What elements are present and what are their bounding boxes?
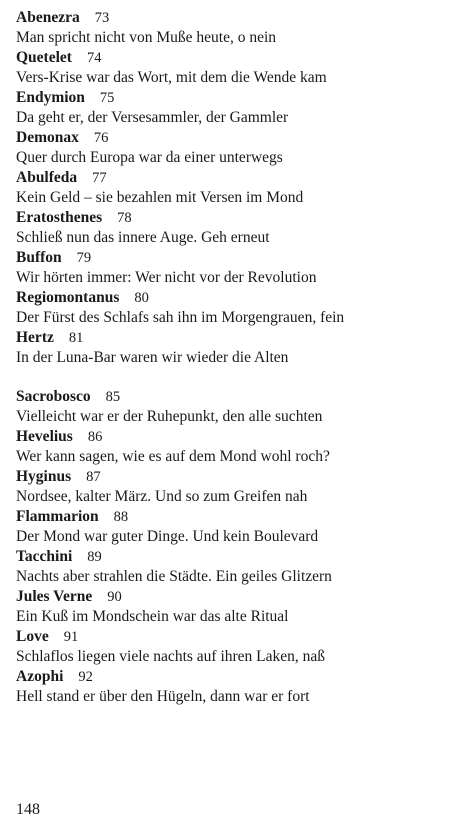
entry-title: Tacchini: [16, 548, 73, 565]
entry-page-number: 88: [113, 509, 129, 525]
entry-title: Love: [16, 628, 49, 645]
entry-first-line: Kein Geld – sie bezahlen mit Versen im Mond: [16, 189, 304, 206]
page-number: 148: [16, 801, 40, 818]
entry-first-line: Schließ nun das innere Auge. Geh erneut: [16, 229, 270, 246]
toc-entry: [16, 8, 456, 48]
entry-page-number: 92: [78, 669, 93, 685]
entry-title: Flammarion: [16, 508, 99, 525]
toc-entry: [16, 248, 456, 288]
toc-entry: [16, 667, 456, 707]
toc-entry: [16, 328, 456, 368]
toc-entry: [16, 288, 456, 328]
entry-first-line: Da geht er, der Versesammler, der Gammler: [16, 109, 289, 126]
toc-entry: [16, 547, 456, 587]
entry-first-line: Der Mond war guter Dinge. Und kein Boulevard: [16, 528, 319, 545]
table-of-contents: [16, 8, 456, 707]
entry-page-number: 91: [63, 629, 79, 645]
entry-page-number: 89: [87, 549, 102, 565]
entry-title: Abenezra: [16, 9, 80, 26]
toc-entry: [16, 427, 456, 467]
entry-first-line: In der Luna-Bar waren wir wieder die Alten: [16, 349, 289, 366]
entry-page-number: 86: [87, 429, 103, 445]
entry-first-line: Ein Kuß im Mondschein war das alte Ritual: [16, 608, 289, 625]
entry-title: Jules Verne: [16, 588, 93, 605]
entry-page-number: 85: [105, 389, 121, 405]
entry-title: Hyginus: [16, 468, 72, 485]
entry-title: Abulfeda: [16, 169, 78, 186]
entry-page-number: 87: [86, 469, 101, 485]
toc-entry: [16, 467, 456, 507]
entry-page-number: 73: [94, 10, 110, 26]
entry-first-line: Der Fürst des Schlafs sah ihn im Morgengrauen, fein: [16, 309, 345, 326]
entry-title: Demonax: [16, 129, 79, 146]
entry-first-line: Nachts aber strahlen die Städte. Ein geiles Glitzern: [16, 568, 332, 585]
entry-page-number: 77: [92, 170, 107, 186]
entry-page-number: 80: [134, 290, 149, 306]
entry-page-number: 74: [86, 50, 102, 66]
toc-entry: [16, 168, 456, 208]
entry-first-line: Quer durch Europa war da einer unterwegs: [16, 149, 283, 166]
toc-entry: [16, 48, 456, 88]
entry-title: Buffon: [16, 249, 62, 266]
toc-entry: [16, 88, 456, 128]
entry-title: Sacrobosco: [16, 388, 91, 405]
entry-first-line: Wer kann sagen, wie es auf dem Mond wohl roch?: [16, 448, 330, 465]
entry-first-line: Vers-Krise war das Wort, mit dem die Wende kam: [16, 69, 327, 86]
entry-title: Hevelius: [16, 428, 73, 445]
entry-title: Regiomontanus: [16, 289, 120, 306]
toc-entry: [16, 208, 456, 248]
entry-title: Endymion: [16, 89, 85, 106]
entry-page-number: 78: [117, 210, 132, 226]
entry-title: Eratosthenes: [16, 209, 103, 226]
entry-first-line: Man spricht nicht von Muße heute, o nein: [16, 29, 277, 46]
section-gap: [16, 368, 456, 387]
toc-section-2: [16, 387, 456, 707]
entry-page-number: 75: [99, 90, 115, 106]
toc-entry: [16, 587, 456, 627]
entry-page-number: 81: [68, 330, 84, 346]
entry-page-number: 90: [107, 589, 122, 605]
toc-entry: [16, 387, 456, 427]
entry-first-line: Vielleicht war er der Ruhepunkt, den alle suchten: [16, 408, 323, 425]
toc-entry: [16, 627, 456, 667]
toc-entry: [16, 507, 456, 547]
entry-page-number: 76: [93, 130, 109, 146]
toc-section-1: [16, 8, 456, 368]
entry-first-line: Nordsee, kalter März. Und so zum Greifen nah: [16, 488, 308, 505]
entry-title: Quetelet: [16, 49, 72, 66]
entry-first-line: Schlaflos liegen viele nachts auf ihren Laken, naß: [16, 648, 326, 665]
entry-first-line: Wir hörten immer: Wer nicht vor der Revolution: [16, 269, 317, 286]
entry-title: Hertz: [16, 329, 54, 346]
entry-page-number: 79: [76, 250, 92, 266]
entry-title: Azophi: [16, 668, 64, 685]
entry-first-line: Hell stand er über den Hügeln, dann war er fort: [16, 688, 310, 705]
toc-entry: [16, 128, 456, 168]
